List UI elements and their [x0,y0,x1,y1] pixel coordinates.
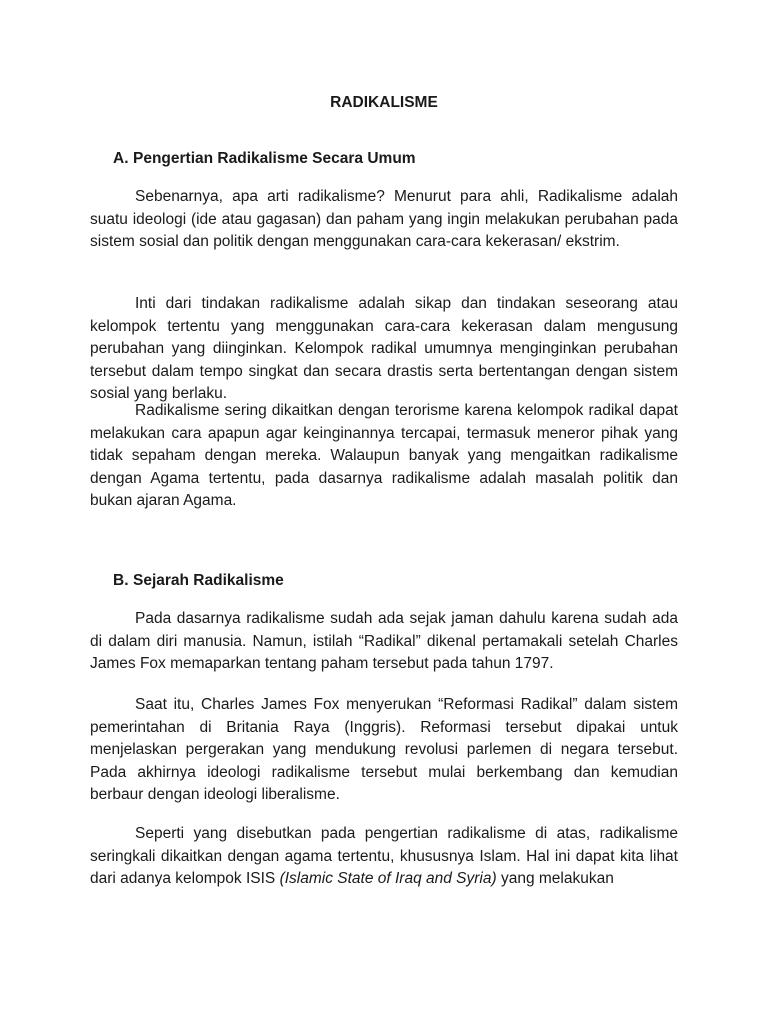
section-heading-a [113,150,416,168]
section-heading-text: Pengertian Radikalisme Secara Umum [133,150,416,167]
section-heading-b [113,572,284,590]
document-title: RADIKALISME [330,94,438,111]
paragraph: Saat itu, Charles James Fox menyerukan “Reformasi Radikal” dalam sistem pemerintahan di Britania Raya (Inggris). Reformasi tersebut dipakai untuk menjelaskan pergerakan yang mendukung revolusi parlemen di negara tersebut. Pada akhirnya ideologi radikalisme tersebut mulai berkembang dan kemudian berbaur dengan ideologi liberalisme. [90,696,678,803]
section-letter: A. [113,150,129,167]
paragraph: Sebenarnya, apa arti radikalisme? Menurut para ahli, Radikalisme adalah suatu ideologi (ide atau gagasan) dan paham yang ingin melakukan perubahan pada sistem sosial dan politik dengan menggunakan cara-cara kekerasan/ ekstrim. [90,188,678,250]
paragraph-last [90,823,678,891]
paragraph-text: yang melakukan [496,870,614,887]
paragraph: Radikalisme sering dikaitkan dengan terorisme karena kelompok radikal dapat melakukan cara apapun agar keinginannya tercapai, termasuk meneror pihak yang tidak sepaham dengan mereka. Walaupun banyak yang mengaitkan radikalisme dengan Agama tertentu, pada dasarnya radikalisme adalah masalah politik dan bukan ajaran Agama. [90,402,678,509]
italic-text: (Islamic State of Iraq and Syria) [279,870,497,887]
paragraph: Pada dasarnya radikalisme sudah ada sejak jaman dahulu karena sudah ada di dalam diri manusia. Namun, istilah “Radikal” dikenal pertamakali setelah Charles James Fox memaparkan tentang paham tersebut pada tahun 1797. [90,610,678,672]
paragraph: Inti dari tindakan radikalisme adalah sikap dan tindakan seseorang atau kelompok tertentu yang menggunakan cara-cara kekerasan dalam mengusung perubahan yang diinginkan. Kelompok radikal umumnya menginginkan perubahan tersebut dalam tempo singkat dan secara drastis serta bertentangan dengan sistem sosial yang berlaku. [90,295,678,402]
section-heading-text: Sejarah Radikalisme [133,572,284,589]
section-letter: B. [113,572,129,589]
paragraph-text: Seperti yang disebutkan pada pengertian radikalisme di atas, radikalisme seringkali dikaitkan dengan agama tertentu, khususnya Islam. Hal ini dapat kita lihat dari adanya kelompok ISIS [90,825,678,887]
